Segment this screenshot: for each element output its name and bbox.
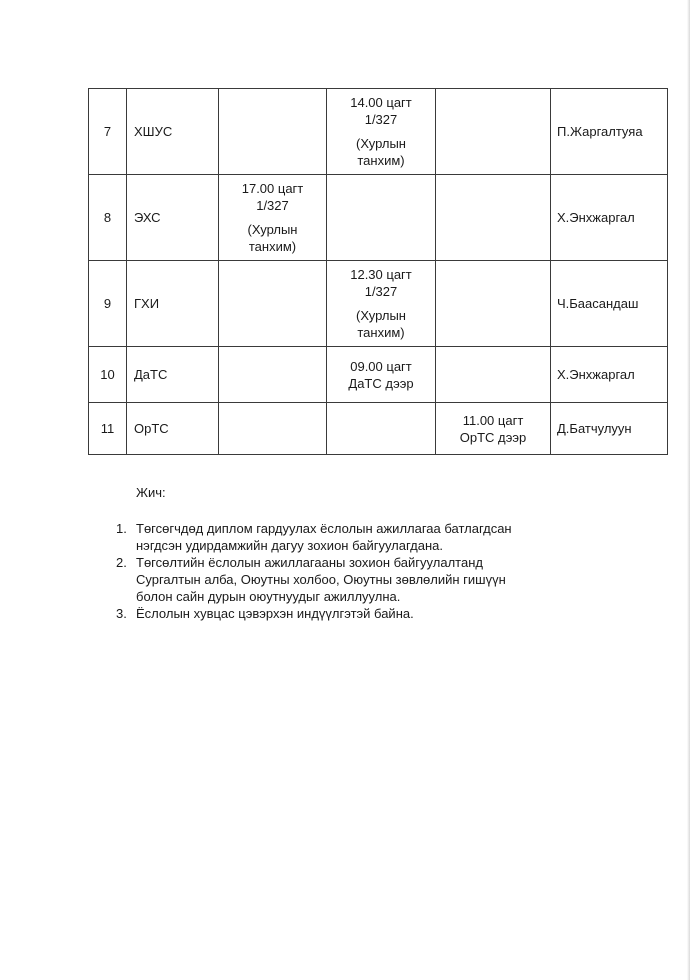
note-number: 1.: [116, 521, 127, 536]
note-item: [116, 520, 636, 554]
schedule-slot-cell: [436, 403, 551, 455]
schedule-slot-cell: [219, 175, 327, 261]
note-line: Ёслолын хувцас цэвэрхэн индүүлгэтэй байна.: [136, 606, 414, 621]
note-line: Төгсөлтийн ёслолын ажиллагааны зохион байгуулалтанд: [136, 555, 483, 570]
responsible-person-cell: Х.Энхжаргал: [551, 175, 668, 261]
responsible-person-cell: П.Жаргалтуяа: [551, 89, 668, 175]
responsible-person-cell: Д.Батчулуун: [551, 403, 668, 455]
schedule-slot-cell: [219, 403, 327, 455]
table-row: [89, 403, 668, 455]
slot-line: 1/327: [364, 112, 398, 127]
line-gap: [331, 128, 431, 135]
schedule-slot-cell: [436, 347, 551, 403]
slot-line: 14.00 цагт: [350, 95, 412, 110]
schedule-slot-cell: [436, 261, 551, 347]
table-row: [89, 347, 668, 403]
slot-line: ДаТС дээр: [348, 375, 414, 391]
row-number-cell: 11: [89, 403, 127, 455]
schedule-slot-cell: [327, 261, 436, 347]
responsible-person-cell: Ч.Баасандаш: [551, 261, 668, 347]
schedule-slot-cell: [327, 89, 436, 175]
slot-line: танхим): [357, 325, 405, 340]
department-cell: ЭХС: [127, 175, 219, 261]
slot-line: 1/327: [256, 198, 289, 213]
slot-line: (Хурлын: [356, 136, 406, 151]
department-cell: ОрТС: [127, 403, 219, 455]
note-item: [116, 605, 636, 622]
table-row: [89, 261, 668, 347]
notes-section: [116, 484, 636, 622]
note-number: 2.: [116, 555, 127, 570]
table-row: [89, 175, 668, 261]
note-number: 3.: [116, 606, 127, 621]
notes-list: [116, 520, 636, 622]
slot-line: 17.00 цагт: [241, 181, 304, 196]
row-number-cell: 8: [89, 175, 127, 261]
schedule-slot-cell: [327, 347, 436, 403]
line-gap: [331, 300, 431, 307]
slot-line: (Хурлын: [247, 222, 298, 237]
row-number-cell: 10: [89, 347, 127, 403]
schedule-slot-cell: [219, 347, 327, 403]
table-row: [89, 89, 668, 175]
schedule-slot-cell: [219, 89, 327, 175]
note-line: Сургалтын алба, Оюутны холбоо, Оюутны зөвлөлийн гишүүн: [136, 572, 506, 587]
note-line: болон сайн дурын оюутнуудыг ажиллуулна.: [136, 589, 401, 604]
department-cell: ДаТС: [127, 347, 219, 403]
slot-line: 11.00 цагт: [462, 412, 524, 428]
slot-line: 12.30 цагт: [350, 267, 412, 282]
row-number-cell: 7: [89, 89, 127, 175]
schedule-table-body: [89, 89, 668, 455]
department-cell: ГХИ: [127, 261, 219, 347]
slot-line: (Хурлын: [356, 308, 406, 323]
slot-line: танхим): [357, 153, 405, 168]
department-cell: ХШУС: [127, 89, 219, 175]
row-number-cell: 9: [89, 261, 127, 347]
schedule-slot-cell: [436, 89, 551, 175]
slot-line: 1/327: [364, 284, 398, 299]
slot-line: танхим): [248, 239, 297, 254]
responsible-person-cell: Х.Энхжаргал: [551, 347, 668, 403]
slot-line: ОрТС дээр: [459, 429, 527, 445]
line-gap: [223, 214, 322, 221]
slot-line: 09.00 цагт: [350, 358, 412, 374]
schedule-slot-cell: [219, 261, 327, 347]
schedule-table: [88, 88, 668, 455]
note-item: [116, 554, 636, 605]
notes-title: Жич:: [136, 485, 166, 500]
note-line: нэгдсэн удирдамжийн дагуу зохион байгуулагдана.: [136, 538, 443, 553]
schedule-slot-cell: [327, 175, 436, 261]
schedule-slot-cell: [327, 403, 436, 455]
schedule-slot-cell: [436, 175, 551, 261]
note-line: Төгсөгчдөд диплом гардуулах ёслолын ажиллагаа батлагдсан: [136, 521, 512, 536]
